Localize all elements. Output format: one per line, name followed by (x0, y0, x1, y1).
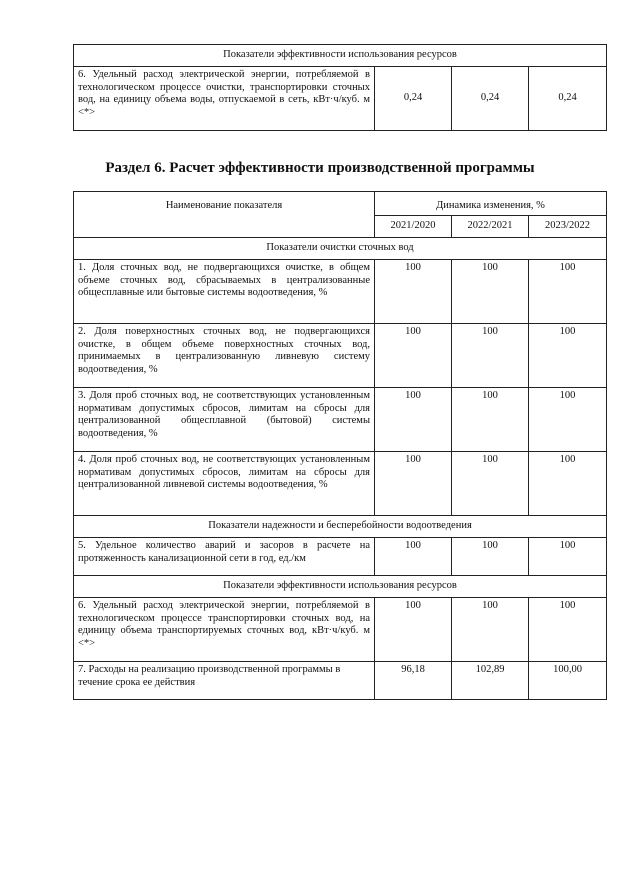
section-title: Раздел 6. Расчет эффективности производственной программы (105, 160, 535, 176)
value-cell: 100 (375, 538, 452, 576)
indicator-name: 4. Доля проб сточных вод, не соответствующих установленным нормативам допустимых сбросов, лимитам на сбросы для централизованной ливневой системы водоотведения, % (74, 452, 375, 516)
value-cell: 0,24 (452, 67, 529, 131)
indicator-name: 6. Удельный расход электрической энергии, потребляемой в технологическом процессе очистки, транспортировки сточных вод, на единицу объема воды, отпускаемой в сеть, кВт·ч/куб. м <*> (74, 67, 375, 131)
indicator-name: 2. Доля поверхностных сточных вод, не подвергающихся очистке, в общем объеме поверхностных сточных вод, принимаемых в централизованную ливневую систему водоотведения, % (74, 324, 375, 388)
value-cell: 100 (529, 452, 607, 516)
resource-efficiency-table-top (73, 44, 607, 131)
value-cell: 100 (452, 260, 529, 324)
section-header: Показатели эффективности использования ресурсов (74, 45, 607, 67)
value-cell: 100 (452, 388, 529, 452)
value-cell: 100 (375, 260, 452, 324)
value-cell: 100 (375, 452, 452, 516)
value-cell: 100 (375, 598, 452, 662)
value-cell: 100 (452, 324, 529, 388)
header-dynamics: Динамика изменения, % (375, 192, 607, 216)
header-indicator-name: Наименование показателя (74, 192, 375, 238)
value-cell: 100 (529, 598, 607, 662)
section-header: Показатели эффективности использования ресурсов (74, 576, 607, 598)
indicator-name: 7. Расходы на реализацию производственной программы в течение срока ее действия (74, 662, 375, 700)
section-header: Показатели надежности и бесперебойности водоотведения (74, 516, 607, 538)
indicator-name: 3. Доля проб сточных вод, не соответствующих установленным нормативам допустимых сбросов, лимитам на сбросы для централизованной общесплавной (бытовой) системы водоотведения, % (74, 388, 375, 452)
header-period: 2023/2022 (529, 216, 607, 238)
value-cell: 100 (375, 388, 452, 452)
indicator-name: 5. Удельное количество аварий и засоров в расчете на протяженность канализационной сети в год, ед./км (74, 538, 375, 576)
value-cell: 100 (452, 452, 529, 516)
production-program-efficiency-table (73, 191, 607, 700)
value-cell: 100 (529, 324, 607, 388)
section-header: Показатели очистки сточных вод (74, 238, 607, 260)
value-cell: 96,18 (375, 662, 452, 700)
value-cell: 100 (452, 598, 529, 662)
value-cell: 100 (452, 538, 529, 576)
header-period: 2022/2021 (452, 216, 529, 238)
value-cell: 100 (529, 388, 607, 452)
value-cell: 102,89 (452, 662, 529, 700)
value-cell: 100 (375, 324, 452, 388)
value-cell: 100 (529, 538, 607, 576)
indicator-name: 1. Доля сточных вод, не подвергающихся очистке, в общем объеме сточных вод, сбрасываемых в централизованные общесплавные или бытовые системы водоотведения, % (74, 260, 375, 324)
value-cell: 0,24 (375, 67, 452, 131)
value-cell: 0,24 (529, 67, 607, 131)
value-cell: 100,00 (529, 662, 607, 700)
indicator-name: 6. Удельный расход электрической энергии, потребляемой в технологическом процессе транспортировки сточных вод, на единицу объема транспортируемых сточных вод, кВт·ч/куб. м <*> (74, 598, 375, 662)
value-cell: 100 (529, 260, 607, 324)
header-period: 2021/2020 (375, 216, 452, 238)
